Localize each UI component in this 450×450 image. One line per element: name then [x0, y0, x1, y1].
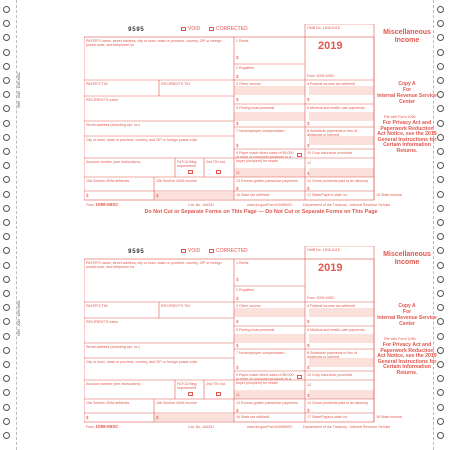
recipient-name-label: RECIPIENT'S name	[86, 98, 119, 102]
fed-tax-dollar: $	[307, 319, 310, 324]
tractor-hole	[3, 134, 10, 141]
attorney-dollar: $	[307, 408, 310, 413]
tractor-hole	[437, 77, 444, 84]
deferrals-label: 15a Section 409A deferrals	[86, 401, 130, 405]
omb-label: OMB No. 1545-0115	[307, 26, 340, 30]
tractor-hole	[437, 389, 444, 396]
tractor-hole	[3, 233, 10, 240]
tractor-hole	[437, 375, 444, 382]
tractor-hole	[3, 91, 10, 98]
tractor-hole	[3, 219, 10, 226]
tractor-hole	[3, 120, 10, 127]
void-label: VOID	[188, 248, 201, 254]
tractor-hole	[437, 105, 444, 112]
direct-sales-label: 9 Payer made direct sales of $5,000 or more of consumer products to a buyer (recipient) for resale	[236, 151, 294, 163]
city-label: City or town, state or province, country, and ZIP or foreign postal code	[86, 138, 198, 142]
street-label: Street address (including apt. no.)	[86, 345, 140, 349]
fed-tax-label: 4 Federal income tax withheld	[307, 82, 355, 86]
payer-label: PAYER'S name, street address, city or town, state or province, country, ZIP or foreign postal code, and telephone no.	[86, 261, 222, 269]
fatca-label: FATCA filing requirement	[177, 382, 197, 390]
income409-label: 15b Section 409A income	[156, 401, 197, 405]
tractor-hole	[437, 148, 444, 155]
footer-form	[86, 202, 119, 207]
tractor-hole	[437, 91, 444, 98]
fishing-dollar: $	[236, 343, 239, 348]
copy-a-label: Copy A	[398, 81, 416, 87]
other-income-dollar: $	[236, 319, 239, 324]
tractor-hole	[3, 432, 10, 439]
golden-dollar: $	[236, 186, 239, 191]
form-code: 9595	[128, 26, 145, 33]
medical-label: 6 Medical and health care payments	[307, 106, 365, 110]
payer-label: PAYER'S name, street address, city or town, state or province, country, ZIP or foreign postal code, and telephone no.	[86, 39, 222, 47]
state-tax-label: 16 State tax withheld	[236, 415, 270, 419]
tractor-hole	[3, 276, 10, 283]
nonemployee-label: 7 Nonemployee compensation	[236, 129, 285, 133]
income409-dollar: $	[156, 415, 159, 420]
footer-form	[86, 424, 119, 429]
royalties-label: 2 Royalties	[236, 288, 254, 292]
tax-year-suffix: 19	[330, 262, 343, 274]
payer-tin-label: PAYER'S TIN	[86, 82, 108, 86]
tractor-hole	[437, 333, 444, 340]
tractor-hole	[437, 205, 444, 212]
deferrals-dollar: $	[86, 193, 89, 198]
tractor-hole	[3, 375, 10, 382]
rents-dollar: $	[236, 55, 239, 60]
crop-dollar: $	[307, 171, 310, 176]
tractor-hole	[3, 404, 10, 411]
income409-dollar: $	[156, 193, 159, 198]
side-code-top: 9595 · 2019 · 1099-MISC	[17, 72, 21, 108]
tractor-hole	[3, 49, 10, 56]
direct-sales-label: 9 Payer made direct sales of $5,000 or more of consumer products to a buyer (recipient) for resale	[236, 373, 294, 385]
cut-warning: Do Not Cut or Separate Forms on This Page — Do Not Cut or Separate Forms on This Page	[144, 209, 378, 215]
tractor-hole	[3, 304, 10, 311]
footer-cat: Cat. No. 14425J	[188, 203, 214, 207]
void-checkbox[interactable]	[181, 27, 186, 31]
tractor-hole	[437, 176, 444, 183]
street-label: Street address (including apt. no.)	[86, 123, 140, 127]
state-payer-label: 17 State/Payer's state no.	[307, 415, 349, 419]
fatca-checkbox[interactable]	[188, 392, 193, 396]
void-checkbox[interactable]	[181, 249, 186, 253]
crop-label: 10 Crop insurance proceeds	[307, 151, 353, 155]
copy-irs-label: Internal Revenue Service Center	[377, 315, 437, 327]
tractor-hole	[3, 333, 10, 340]
rents-label: 1 Rents	[236, 261, 249, 265]
deferrals-dollar: $	[86, 415, 89, 420]
tax-year-prefix: 20	[318, 40, 331, 52]
state-payer-label: 17 State/Payer's state no.	[307, 193, 349, 197]
other-income-dollar: $	[236, 97, 239, 102]
corrected-label: CORRECTED	[216, 248, 248, 254]
fatca-label: FATCA filing requirement	[177, 160, 197, 168]
tractor-hole	[437, 247, 444, 254]
tractor-hole	[437, 347, 444, 354]
tractor-hole	[3, 34, 10, 41]
other-income-label: 3 Other income	[236, 82, 261, 86]
tractor-hole	[3, 162, 10, 169]
fishing-label: 5 Fishing boat proceeds	[236, 328, 275, 332]
golden-label: 13 Excess golden parachute payments	[236, 179, 298, 183]
crop-label: 10 Crop insurance proceeds	[307, 373, 353, 377]
fatca-checkbox[interactable]	[188, 170, 193, 174]
tractor-hole	[437, 432, 444, 439]
recipient-tin-label: RECIPIENT'S TIN	[161, 304, 190, 308]
city-label: City or town, state or province, country, and ZIP or foreign postal code	[86, 360, 198, 364]
substitute-dollar: $	[307, 365, 310, 370]
tractor-hole	[3, 6, 10, 13]
tractor-hole	[3, 347, 10, 354]
fishing-label: 5 Fishing boat proceeds	[236, 106, 275, 110]
form-copy-a-bottom	[84, 246, 438, 436]
form-grid	[84, 24, 438, 214]
box11-label: 11	[236, 171, 240, 175]
tractor-hole	[437, 6, 444, 13]
tractor-hole	[437, 134, 444, 141]
form-title: Miscellaneous Income	[383, 251, 431, 266]
tractor-hole	[437, 318, 444, 325]
tractor-hole	[437, 304, 444, 311]
form-title: Miscellaneous Income	[383, 29, 431, 44]
footer-url: www.irs.gov/Form1099MISC	[247, 203, 293, 207]
tractor-hole	[3, 389, 10, 396]
tractor-hole	[3, 205, 10, 212]
copy-irs-label: Internal Revenue Service Center	[377, 93, 437, 105]
rents-dollar: $	[236, 277, 239, 282]
copy-for-label: For	[402, 87, 412, 93]
footer-dept: Department of the Treasury - Internal Revenue Service	[303, 203, 391, 207]
attorney-dollar: $	[307, 186, 310, 191]
tax-year	[318, 40, 343, 52]
tractor-hole	[437, 63, 444, 70]
file-with-label: File with Form 1096.	[384, 337, 417, 341]
account-label: Account number (see instructions)	[86, 160, 141, 164]
rents-label: 1 Rents	[236, 39, 249, 43]
payer-tin-label: PAYER'S TIN	[86, 304, 108, 308]
tractor-hole	[437, 219, 444, 226]
tax-year-suffix: 19	[330, 40, 343, 52]
tractor-hole	[3, 148, 10, 155]
tractor-hole	[3, 105, 10, 112]
corrected-checkbox[interactable]	[209, 27, 214, 31]
privacy-notice: For Privacy Act and Paperwork Reduction Act Notice, see the 2019 General Instructions for Certain Information Returns.	[377, 342, 437, 376]
tractor-hole	[3, 262, 10, 269]
state-tax-label: 16 State tax withheld	[236, 193, 270, 197]
box12-label: 12	[307, 161, 311, 165]
tractor-hole	[3, 77, 10, 84]
tin2-checkbox[interactable]	[216, 170, 221, 174]
footer-form-no: 1099-MISC	[95, 424, 119, 429]
corrected-label: CORRECTED	[216, 26, 248, 32]
corrected-checkbox[interactable]	[209, 249, 214, 253]
income409-label: 15b Section 409A income	[156, 179, 197, 183]
footer-url: www.irs.gov/Form1099MISC	[247, 425, 293, 429]
tractor-hole	[437, 233, 444, 240]
tractor-hole	[437, 262, 444, 269]
recipient-name-label: RECIPIENT'S name	[86, 320, 119, 324]
tractor-hole	[437, 418, 444, 425]
tractor-hole	[437, 20, 444, 27]
medical-dollar: $	[307, 121, 310, 126]
royalties-label: 2 Royalties	[236, 66, 254, 70]
crop-dollar: $	[307, 393, 310, 398]
box12-label: 12	[307, 383, 311, 387]
tractor-hole	[437, 120, 444, 127]
footer-cat: Cat. No. 14425J	[188, 425, 214, 429]
nonemployee-label: 7 Nonemployee compensation	[236, 351, 285, 355]
tractor-hole	[3, 318, 10, 325]
golden-label: 13 Excess golden parachute payments	[236, 401, 298, 405]
golden-dollar: $	[236, 408, 239, 413]
fishing-dollar: $	[236, 121, 239, 126]
tax-year-prefix: 20	[318, 262, 331, 274]
substitute-dollar: $	[307, 143, 310, 148]
tractor-hole	[3, 418, 10, 425]
direct-sales-checkbox[interactable]	[297, 375, 302, 379]
tractor-hole	[437, 49, 444, 56]
tractor-hole	[3, 20, 10, 27]
copy-for-label: For	[402, 309, 412, 315]
side-code-bottom: 9595 · 2019 · 1099-MISC	[17, 300, 21, 336]
royalties-dollar: $	[236, 296, 239, 301]
tin2-label: 2nd TIN not.	[206, 160, 226, 164]
tractor-hole	[437, 361, 444, 368]
form-name-label: Form 1099-MISC	[307, 74, 335, 78]
attorney-label: 14 Gross proceeds paid to an attorney	[307, 179, 369, 183]
tin2-label: 2nd TIN not.	[206, 382, 226, 386]
tractor-hole	[437, 34, 444, 41]
copy-a-label: Copy A	[398, 303, 416, 309]
tractor-hole	[3, 191, 10, 198]
void-label: VOID	[188, 26, 201, 32]
form-copy-a-top	[84, 24, 438, 214]
medical-dollar: $	[307, 343, 310, 348]
tractor-hole	[3, 361, 10, 368]
royalties-dollar: $	[236, 74, 239, 79]
nonemployee-dollar: $	[236, 143, 239, 148]
deferrals-label: 15a Section 409A deferrals	[86, 179, 130, 183]
tin2-checkbox[interactable]	[216, 392, 221, 396]
file-with-label: File with Form 1096.	[384, 115, 417, 119]
tractor-hole	[3, 63, 10, 70]
medical-label: 6 Medical and health care payments	[307, 328, 365, 332]
fed-tax-dollar: $	[307, 97, 310, 102]
tax-year	[318, 262, 343, 274]
direct-sales-checkbox[interactable]	[297, 153, 302, 157]
privacy-notice: For Privacy Act and Paperwork Reduction Act Notice, see the 2019 General Instructions for Certain Information Returns.	[377, 120, 437, 154]
tractor-hole	[3, 176, 10, 183]
state-income-label: 18 State income	[376, 193, 402, 197]
omb-label: OMB No. 1545-0115	[307, 248, 340, 252]
tractor-hole	[437, 404, 444, 411]
substitute-label: 8 Substitute payments in lieu of dividends or interest	[307, 129, 357, 137]
attorney-label: 14 Gross proceeds paid to an attorney	[307, 401, 369, 405]
form-code: 9595	[128, 248, 145, 255]
recipient-tin-label: RECIPIENT'S TIN	[161, 82, 190, 86]
tractor-hole	[437, 191, 444, 198]
tractor-hole	[437, 290, 444, 297]
footer-form-no: 1099-MISC	[95, 202, 119, 207]
nonemployee-dollar: $	[236, 365, 239, 370]
left-tractor-rail	[0, 0, 16, 450]
substitute-label: 8 Substitute payments in lieu of dividends or interest	[307, 351, 357, 359]
box11-label: 11	[236, 393, 240, 397]
tractor-hole	[3, 247, 10, 254]
fed-tax-label: 4 Federal income tax withheld	[307, 304, 355, 308]
form-grid	[84, 246, 438, 436]
account-label: Account number (see instructions)	[86, 382, 141, 386]
form-name-label: Form 1099-MISC	[307, 296, 335, 300]
other-income-label: 3 Other income	[236, 304, 261, 308]
footer-form-word: Form	[86, 203, 95, 207]
tractor-hole	[3, 290, 10, 297]
footer-dept: Department of the Treasury - Internal Revenue Service	[303, 425, 391, 429]
tractor-hole	[437, 162, 444, 169]
footer-form-word: Form	[86, 425, 95, 429]
tractor-hole	[437, 276, 444, 283]
state-income-label: 18 State income	[376, 415, 402, 419]
